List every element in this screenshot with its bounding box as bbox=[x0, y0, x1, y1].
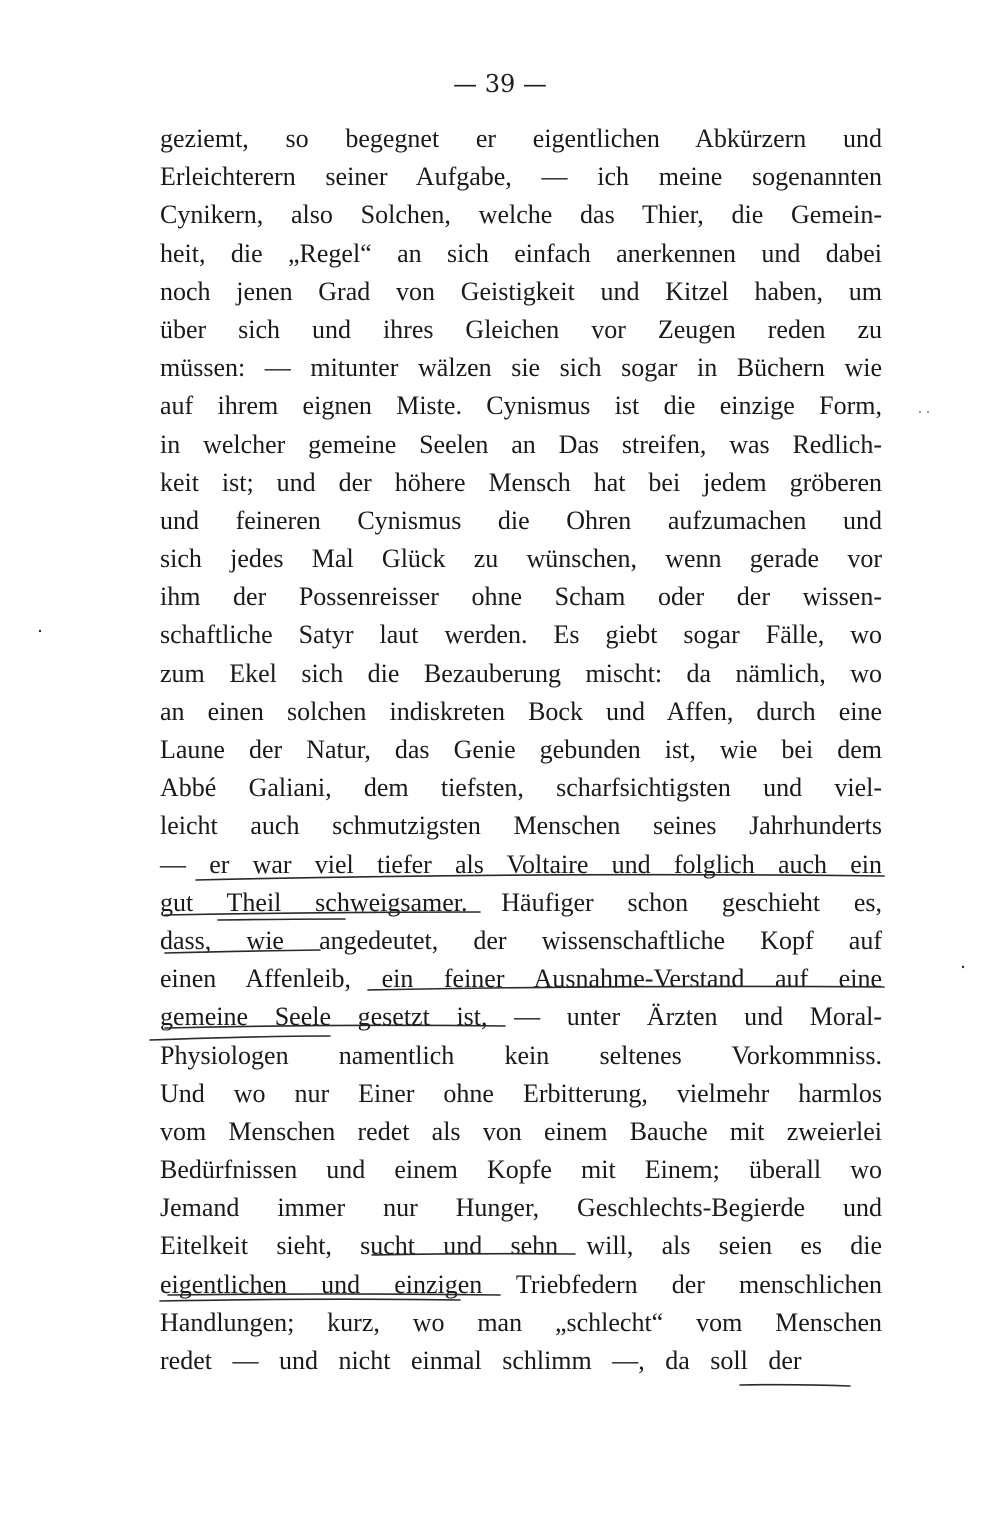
text-line: müssen: — mitunter wälzen sie sich sogar in Büchern wie bbox=[160, 353, 882, 383]
text-line: Abbé Galiani, dem tiefsten, scharfsichtigsten und viel- bbox=[160, 773, 882, 803]
text-line: heit, die „Regel“ an sich einfach anerkennen und dabei bbox=[160, 238, 882, 268]
text-line: gut Theil schweigsamer. Häufiger schon geschieht es, bbox=[160, 887, 882, 917]
pencil-dot bbox=[39, 630, 41, 632]
body-text bbox=[160, 120, 882, 1380]
text-line: Cynikern, also Solchen, welche das Thier, die Gemein- bbox=[160, 200, 882, 230]
text-line: vom Menschen redet als von einem Bauche mit zweierlei bbox=[160, 1116, 882, 1146]
text-line: noch jenen Grad von Geistigkeit und Kitzel haben, um bbox=[160, 276, 882, 306]
text-line: zum Ekel sich die Bezauberung mischt: da nämlich, wo bbox=[160, 658, 882, 688]
text-line: gemeine Seele gesetzt ist, — unter Ärzten und Moral- bbox=[160, 1002, 882, 1032]
text-line: geziemt, so begegnet er eigentlichen Abkürzern und bbox=[160, 124, 882, 153]
text-line: Physiologen namentlich kein seltenes Vorkommniss. bbox=[160, 1040, 882, 1070]
pencil-dot bbox=[962, 966, 964, 968]
text-line: eigentlichen und einzigen Triebfedern der menschlichen bbox=[160, 1269, 882, 1299]
text-line: und feineren Cynismus die Ohren aufzumachen und bbox=[160, 505, 882, 535]
text-line: — er war viel tiefer als Voltaire und folglich auch ein bbox=[160, 849, 882, 879]
text-line: auf ihrem eignen Miste. Cynismus ist die einzige Form, bbox=[160, 391, 882, 421]
text-line: keit ist; und der höhere Mensch hat bei jedem gröberen bbox=[160, 467, 882, 497]
text-line: schaftliche Satyr laut werden. Es giebt sogar Fälle, wo bbox=[160, 620, 882, 650]
text-line: über sich und ihres Gleichen vor Zeugen reden zu bbox=[160, 314, 882, 344]
text-line: Eitelkeit sieht, sucht und sehn will, als seien es die bbox=[160, 1231, 882, 1261]
text-line: redet — und nicht einmal schlimm —, da soll der bbox=[160, 1346, 802, 1375]
text-line: Handlungen; kurz, wo man „schlecht“ vom Menschen bbox=[160, 1307, 882, 1337]
text-line: Jemand immer nur Hunger, Geschlechts-Begierde und bbox=[160, 1193, 882, 1223]
text-line: ihm der Possenreisser ohne Scham oder der wissen- bbox=[160, 582, 882, 612]
text-line: Bedürfnissen und einem Kopfe mit Einem; überall wo bbox=[160, 1155, 882, 1185]
text-line: Laune der Natur, das Genie gebunden ist, wie bei dem bbox=[160, 735, 882, 764]
pencil-dot bbox=[927, 411, 929, 413]
text-line: einen Affenleib, ein feiner Ausnahme-Verstand auf eine bbox=[160, 964, 882, 994]
text-line: in welcher gemeine Seelen an Das streifen, was Redlich- bbox=[160, 429, 882, 459]
page-number: — 39 — bbox=[453, 70, 547, 98]
text-line: dass, wie angedeutet, der wissenschaftliche Kopf auf bbox=[160, 925, 882, 955]
text-line: Erleichterern seiner Aufgabe, — ich meine sogenannten bbox=[160, 162, 882, 192]
text-line: an einen solchen indiskreten Bock und Affen, durch eine bbox=[160, 696, 882, 726]
underline-mark bbox=[740, 1385, 850, 1386]
pencil-dot bbox=[919, 411, 921, 413]
text-line: sich jedes Mal Glück zu wünschen, wenn gerade vor bbox=[160, 544, 882, 574]
text-line: leicht auch schmutzigsten Menschen seines Jahrhunderts bbox=[160, 811, 882, 841]
text-line: Und wo nur Einer ohne Erbitterung, vielmehr harmlos bbox=[160, 1078, 882, 1108]
